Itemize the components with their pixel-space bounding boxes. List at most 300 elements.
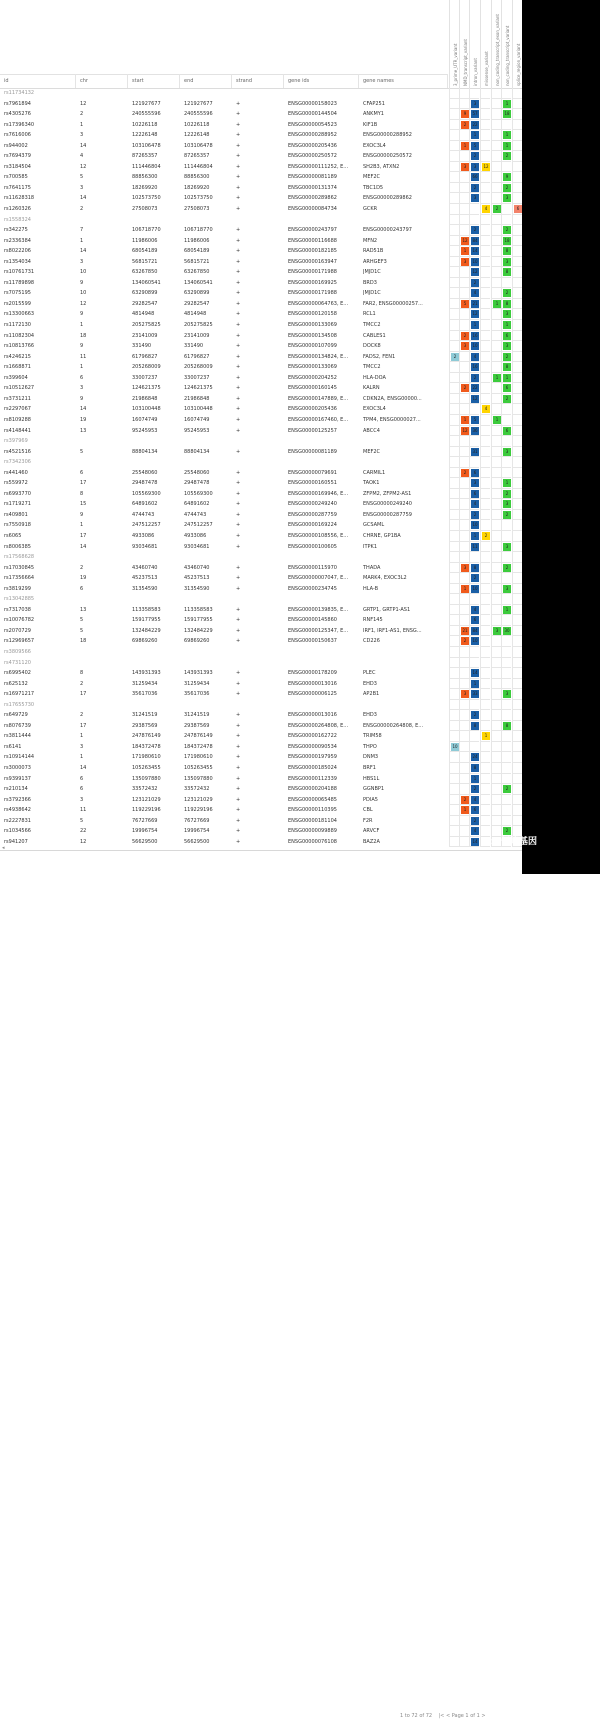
cell-strand: +	[236, 427, 241, 434]
group-row[interactable]	[0, 436, 522, 447]
cell-end: 247512257	[184, 522, 213, 529]
indicator-cell	[469, 352, 479, 363]
table-row[interactable]	[0, 710, 522, 721]
indicator-cell	[501, 394, 511, 405]
count-badge: 4	[482, 205, 490, 213]
col-header-indicator[interactable]	[449, 0, 459, 88]
cell-id: rs7317038	[4, 606, 31, 613]
indicator-cell	[491, 816, 501, 827]
indicator-cell	[480, 710, 490, 721]
indicator-cell	[459, 309, 469, 320]
cell-chr: 5	[80, 174, 84, 181]
cell-strand: +	[236, 332, 241, 339]
col-header-strand[interactable]: strand	[232, 74, 284, 88]
indicator-cell	[491, 700, 501, 711]
indicator-cell	[491, 668, 501, 679]
indicator-cell	[512, 120, 522, 131]
group-row[interactable]	[0, 594, 522, 605]
indicator-cell	[480, 99, 490, 110]
cell-gene-ids: ENSG00000150637	[288, 638, 337, 645]
indicator-cell	[480, 658, 490, 669]
cell-gene-names: TPM4, ENSG0000027...	[363, 416, 421, 423]
indicator-cell	[491, 752, 501, 763]
next-page-button[interactable]: >	[481, 1713, 486, 1719]
indicator-cell	[501, 299, 511, 310]
indicator-cell	[459, 151, 469, 162]
count-badge: 3	[471, 479, 479, 487]
indicator-cell	[459, 415, 469, 426]
indicator-cell	[469, 573, 479, 584]
table-row[interactable]	[0, 563, 522, 574]
indicator-cell	[449, 151, 459, 162]
count-badge: 1	[471, 680, 479, 688]
indicator-cell	[469, 542, 479, 553]
indicator-cell	[512, 415, 522, 426]
indicator-cell	[469, 109, 479, 120]
indicator-cell	[501, 246, 511, 257]
table-row[interactable]	[0, 352, 522, 363]
group-row[interactable]	[0, 88, 522, 99]
cell-gene-names: HLA-B	[363, 585, 379, 592]
table-row[interactable]	[0, 531, 522, 542]
table-row[interactable]	[0, 141, 522, 152]
indicator-cell	[512, 700, 522, 711]
group-row[interactable]	[0, 215, 522, 226]
col-header-gene-ids[interactable]: gene ids	[284, 74, 359, 88]
indicator-cell	[480, 700, 490, 711]
indicator-cell	[469, 742, 479, 753]
cell-end: 4814948	[184, 311, 207, 318]
table-row[interactable]	[0, 320, 522, 331]
indicator-cell	[480, 605, 490, 616]
table-row[interactable]	[0, 383, 522, 394]
table-row[interactable]	[0, 246, 522, 257]
table-row[interactable]	[0, 172, 522, 183]
table-row[interactable]	[0, 309, 522, 320]
cell-gene-ids: ENSG00000081189	[288, 174, 337, 181]
cell-id: rs3819299	[4, 585, 31, 592]
indicator-cell	[459, 172, 469, 183]
indicator-cell	[501, 362, 511, 373]
table-row[interactable]	[0, 542, 522, 553]
cell-id: rs11628318	[4, 195, 35, 202]
cell-strand: +	[236, 511, 241, 518]
table-row[interactable]	[0, 394, 522, 405]
indicator-cell	[469, 320, 479, 331]
count-badge: 2	[471, 184, 479, 192]
indicator-cell	[469, 731, 479, 742]
indicator-cell	[459, 784, 469, 795]
indicator-cell	[459, 278, 469, 289]
count-badge: 2	[461, 469, 469, 477]
indicator-cell	[469, 636, 479, 647]
indicator-cell	[459, 774, 469, 785]
cell-gene-ids: ENSG00000169946, E...	[288, 490, 349, 497]
indicator-cell	[449, 457, 459, 468]
indicator-cell	[449, 784, 459, 795]
table-row[interactable]	[0, 615, 522, 626]
col-header-start[interactable]: start	[128, 74, 180, 88]
indicator-cell	[459, 721, 469, 732]
cell-gene-names: MEF2C	[363, 448, 381, 455]
cell-strand: +	[236, 712, 241, 719]
count-badge: 5	[461, 300, 469, 308]
cell-start: 111446804	[132, 163, 161, 170]
count-badge: 3	[461, 564, 469, 572]
group-row[interactable]	[0, 647, 522, 658]
indicator-cell	[491, 183, 501, 194]
cell-gene-names: BRD3	[363, 279, 377, 286]
table-row[interactable]	[0, 447, 522, 458]
table-row[interactable]	[0, 426, 522, 437]
table-row[interactable]	[0, 679, 522, 690]
indicator-cell	[501, 257, 511, 268]
col-header-gene-names[interactable]: gene names	[359, 74, 448, 88]
indicator-cell	[491, 763, 501, 774]
cell-gene-ids: ENSG00000234745	[288, 585, 337, 592]
cell-strand: +	[236, 353, 241, 360]
count-badge: 1	[503, 606, 511, 614]
count-badge: 3	[503, 500, 511, 508]
table-row[interactable]	[0, 689, 522, 700]
cell-start: 63290899	[132, 290, 158, 297]
indicator-cell	[469, 763, 479, 774]
table-row[interactable]	[0, 267, 522, 278]
cell-start: 64891602	[132, 501, 158, 508]
table-row[interactable]	[0, 299, 522, 310]
cell-gene-names: KALRN	[363, 385, 380, 392]
table-row[interactable]	[0, 288, 522, 299]
cell-strand: +	[236, 248, 241, 255]
cell-strand: +	[236, 385, 241, 392]
indicator-cell	[459, 130, 469, 141]
indicator-cell	[469, 700, 479, 711]
count-badge: 2	[503, 184, 511, 192]
table-row[interactable]	[0, 721, 522, 732]
cell-gene-names: MEF2C	[363, 174, 381, 181]
cell-chr: 14	[80, 142, 87, 149]
indicator-cell	[501, 721, 511, 732]
table-row[interactable]	[0, 362, 522, 373]
table-row[interactable]	[0, 193, 522, 204]
cell-gene-names: GCKR	[363, 206, 378, 213]
table-row[interactable]	[0, 151, 522, 162]
table-row[interactable]	[0, 584, 522, 595]
cell-chr: 13	[80, 606, 87, 613]
cell-gene-ids: ENSG00000111252, E...	[288, 163, 349, 170]
table-row[interactable]	[0, 468, 522, 479]
indicator-cell	[491, 615, 501, 626]
indicator-cell	[459, 837, 469, 848]
cell-chr: 6	[80, 374, 84, 381]
indicator-cell	[469, 373, 479, 384]
count-badge: 2	[471, 279, 479, 287]
table-row[interactable]	[0, 774, 522, 785]
indicator-cell	[491, 647, 501, 658]
cell-id: rs10761731	[4, 269, 35, 276]
cell-chr: 17	[80, 691, 87, 698]
cell-start: 124621375	[132, 385, 161, 392]
cell-chr: 1	[80, 733, 84, 740]
col-header-indicator[interactable]	[480, 0, 490, 88]
table-row[interactable]	[0, 573, 522, 584]
table-row[interactable]	[0, 784, 522, 795]
table-row[interactable]	[0, 510, 522, 521]
indicator-cell	[449, 752, 459, 763]
indicator-cell	[449, 700, 459, 711]
table-row[interactable]	[0, 826, 522, 837]
indicator-cell	[501, 151, 511, 162]
indicator-cell	[501, 215, 511, 226]
cell-start: 331490	[132, 343, 152, 350]
indicator-cell	[469, 784, 479, 795]
count-badge: 10	[472, 522, 478, 528]
table-row[interactable]	[0, 837, 522, 848]
col-header-end[interactable]: end	[180, 74, 232, 88]
col-header-indicator[interactable]	[501, 0, 511, 88]
table-row[interactable]	[0, 742, 522, 753]
grid-body	[0, 88, 522, 847]
table-row[interactable]	[0, 478, 522, 489]
count-badge: 1	[461, 416, 469, 424]
col-header-indicator[interactable]	[491, 0, 501, 88]
table-row[interactable]	[0, 373, 522, 384]
indicator-cell	[449, 763, 459, 774]
table-row[interactable]	[0, 816, 522, 827]
cell-end: 88804134	[184, 448, 210, 455]
table-row[interactable]	[0, 204, 522, 215]
cell-chr: 12	[80, 838, 87, 845]
indicator-cell	[501, 774, 511, 785]
cell-chr: 9	[80, 279, 84, 286]
indicator-cell	[512, 447, 522, 458]
indicator-cell	[501, 88, 511, 99]
indicator-cell	[512, 225, 522, 236]
table-row[interactable]	[0, 257, 522, 268]
table-row[interactable]	[0, 162, 522, 173]
indicator-cell	[491, 331, 501, 342]
indicator-cell	[449, 689, 459, 700]
cell-strand: +	[236, 733, 241, 740]
table-row[interactable]	[0, 120, 522, 131]
table-row[interactable]	[0, 404, 522, 415]
indicator-cell	[512, 626, 522, 637]
indicator-cell	[459, 542, 469, 553]
indicator-cell	[469, 468, 479, 479]
indicator-cell	[459, 141, 469, 152]
cell-id: rs409801	[4, 511, 28, 518]
cell-gene-names: FADS2, FEN1	[363, 353, 396, 360]
cell-id: rs2297067	[4, 406, 31, 413]
indicator-cell	[459, 520, 469, 531]
indicator-cell	[449, 605, 459, 616]
table-row[interactable]	[0, 130, 522, 141]
indicator-cell	[480, 415, 490, 426]
cell-gene-names: ENSG00000243797	[363, 227, 412, 234]
group-row[interactable]	[0, 552, 522, 563]
cell-chr: 14	[80, 543, 87, 550]
cell-chr: 22	[80, 828, 87, 835]
indicator-cell	[501, 552, 511, 563]
count-badge: 14	[472, 248, 478, 254]
table-row[interactable]	[0, 752, 522, 763]
cell-start: 31241519	[132, 712, 158, 719]
indicator-cell	[491, 415, 501, 426]
indicator-cell	[480, 257, 490, 268]
indicator-cell	[512, 510, 522, 521]
cell-strand: +	[236, 364, 241, 371]
cell-chr: 4	[80, 153, 84, 160]
group-row[interactable]	[0, 658, 522, 669]
indicator-cell	[480, 468, 490, 479]
group-row[interactable]	[0, 700, 522, 711]
cell-strand: +	[236, 670, 241, 677]
cell-gene-names: JMJD1C	[363, 269, 381, 276]
table-row[interactable]	[0, 225, 522, 236]
table-row[interactable]	[0, 763, 522, 774]
cell-id: rs11789898	[4, 279, 35, 286]
cell-gene-names: BRF1	[363, 765, 376, 771]
cell-end: 171980610	[184, 754, 213, 761]
indicator-cell	[512, 172, 522, 183]
cell-start: 123121029	[132, 796, 161, 803]
indicator-cell	[512, 109, 522, 120]
table-row[interactable]	[0, 520, 522, 531]
table-row[interactable]	[0, 731, 522, 742]
cell-gene-ids: ENSG00000139835, E...	[288, 606, 349, 613]
col-header-indicator[interactable]	[459, 0, 469, 88]
cell-id: rs4731120	[4, 659, 31, 666]
table-row[interactable]	[0, 109, 522, 120]
indicator-cell	[491, 542, 501, 553]
indicator-cell	[501, 805, 511, 816]
cell-gene-names: ENSG00000249240	[363, 501, 412, 508]
col-header-indicator[interactable]	[512, 0, 522, 88]
table-row[interactable]	[0, 605, 522, 616]
cell-id: rs10076782	[4, 617, 35, 624]
indicator-cell	[501, 605, 511, 616]
cell-gene-ids: ENSG00000007047, E...	[288, 575, 349, 582]
col-header-chr[interactable]: chr	[76, 74, 128, 88]
cell-id: rs1719271	[4, 501, 31, 508]
count-badge: 30	[504, 627, 510, 633]
indicator-cell	[491, 552, 501, 563]
cell-strand: +	[236, 796, 241, 803]
cell-gene-names: ARHGEF3	[363, 258, 387, 265]
cell-end: 61796827	[184, 353, 210, 360]
table-row[interactable]	[0, 795, 522, 806]
indicator-cell	[512, 499, 522, 510]
indicator-cell	[469, 246, 479, 257]
indicator-cell	[469, 689, 479, 700]
table-row[interactable]	[0, 331, 522, 342]
table-row[interactable]	[0, 489, 522, 500]
indicator-cell	[469, 99, 479, 110]
count-badge: 2	[503, 353, 511, 361]
indicator-cell	[449, 658, 459, 669]
count-badge: 1	[493, 374, 501, 382]
table-row[interactable]	[0, 499, 522, 510]
cell-start: 4744743	[132, 511, 155, 518]
count-badge: 5	[471, 142, 479, 150]
cell-end: 16074749	[184, 416, 210, 423]
indicator-cell	[501, 468, 511, 479]
indicator-cell	[449, 520, 459, 531]
indicator-cell	[512, 246, 522, 257]
cell-id: rs6995402	[4, 670, 31, 677]
first-page-button[interactable]: |<	[438, 1713, 445, 1719]
indicator-cell	[491, 563, 501, 574]
cell-strand: +	[236, 258, 241, 265]
indicator-cell	[459, 615, 469, 626]
group-row[interactable]	[0, 457, 522, 468]
indicator-cell	[449, 373, 459, 384]
cell-start: 95245953	[132, 427, 158, 434]
cell-strand: +	[236, 163, 241, 170]
cell-strand: +	[236, 817, 241, 824]
cell-end: 33007237	[184, 374, 210, 381]
cell-chr: 3	[80, 184, 84, 191]
indicator-cell	[459, 742, 469, 753]
count-badge: 3	[503, 310, 511, 318]
table-row[interactable]	[0, 415, 522, 426]
indicator-cell	[469, 478, 479, 489]
table-row[interactable]	[0, 236, 522, 247]
count-badge: 2	[461, 796, 469, 804]
indicator-cell	[491, 689, 501, 700]
indicator-cell	[449, 162, 459, 173]
indicator-cell	[512, 563, 522, 574]
table-row[interactable]	[0, 341, 522, 352]
indicator-cell	[449, 731, 459, 742]
indicator-cell	[449, 183, 459, 194]
col-header-id[interactable]: id	[0, 74, 76, 88]
table-row[interactable]	[0, 183, 522, 194]
indicator-cell	[469, 130, 479, 141]
indicator-cell	[459, 668, 469, 679]
cell-gene-ids: ENSG00000054523	[288, 121, 337, 128]
indicator-cell	[469, 584, 479, 595]
table-row[interactable]	[0, 626, 522, 637]
cell-id: rs4148441	[4, 427, 31, 434]
scroll-left-arrow-icon[interactable]: ◂	[2, 845, 5, 851]
cell-strand: +	[236, 121, 241, 128]
cell-gene-ids: ENSG00000133069	[288, 364, 337, 371]
indicator-cell	[491, 204, 501, 215]
prev-page-button[interactable]: <	[445, 1713, 451, 1719]
indicator-cell	[469, 288, 479, 299]
cell-gene-ids: ENSG00000076108	[288, 838, 337, 845]
table-row[interactable]	[0, 636, 522, 647]
indicator-cell	[512, 394, 522, 405]
cell-gene-ids: ENSG00000264808, E...	[288, 722, 349, 729]
col-header-indicator[interactable]	[469, 0, 479, 88]
table-row[interactable]	[0, 668, 522, 679]
count-badge: 1	[503, 321, 511, 329]
indicator-cell	[469, 563, 479, 574]
indicator-cell	[491, 288, 501, 299]
table-row[interactable]	[0, 99, 522, 110]
indicator-cell	[512, 742, 522, 753]
grid-header	[0, 0, 522, 89]
table-row[interactable]	[0, 278, 522, 289]
cell-id: rs3731211	[4, 395, 31, 402]
cell-end: 29387569	[184, 722, 210, 729]
indicator-cell	[491, 309, 501, 320]
count-badge: 18	[504, 111, 510, 117]
cell-id: rs1668871	[4, 364, 31, 371]
table-row[interactable]	[0, 805, 522, 816]
